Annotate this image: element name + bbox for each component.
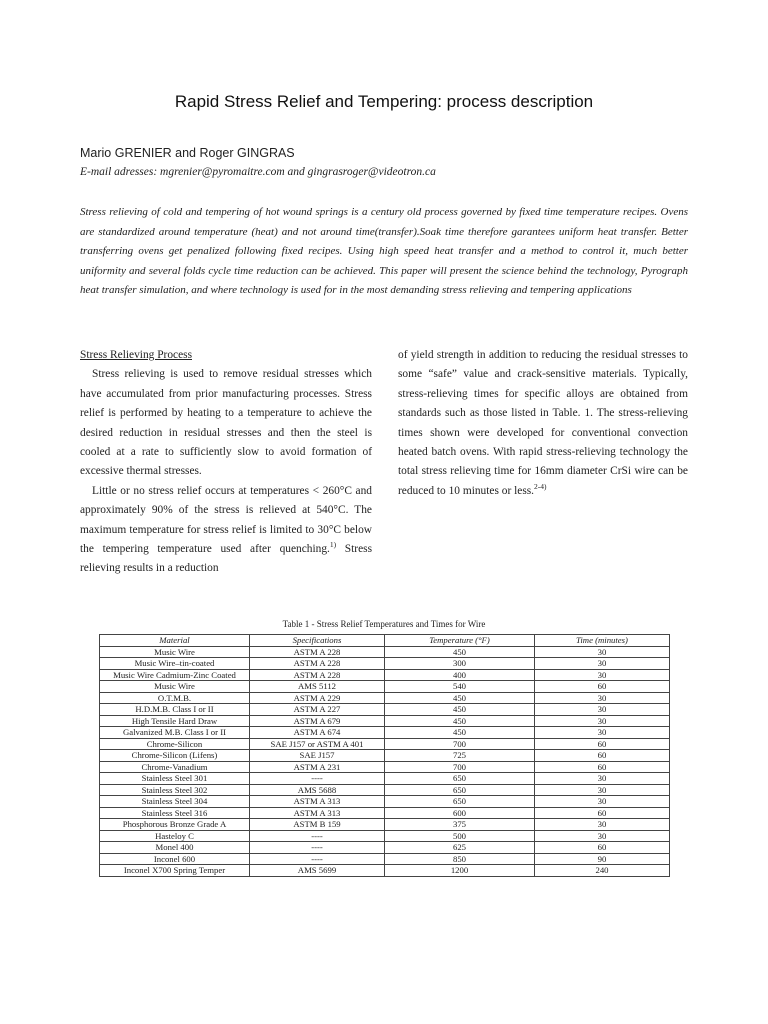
cell-material: Phosphorous Bronze Grade A (100, 819, 250, 831)
table-body (100, 646, 670, 876)
cell-temperature: 500 (385, 830, 535, 842)
cell-temperature: 650 (385, 773, 535, 785)
table-row (100, 784, 670, 796)
paragraph-stress-relief-temperature (80, 482, 372, 579)
cell-temperature: 700 (385, 738, 535, 750)
cell-specification: ASTM A 228 (250, 658, 385, 670)
table-row (100, 853, 670, 865)
cell-material: Stainless Steel 302 (100, 784, 250, 796)
cell-material: Inconel 600 (100, 853, 250, 865)
cell-time: 60 (535, 750, 670, 762)
cell-time: 60 (535, 842, 670, 854)
cell-time: 30 (535, 773, 670, 785)
table-caption: Table 1 - Stress Relief Temperatures and Times for Wire (282, 619, 486, 629)
cell-temperature: 450 (385, 727, 535, 739)
cell-specification: ASTM A 313 (250, 796, 385, 808)
cell-time: 60 (535, 807, 670, 819)
table-row (100, 830, 670, 842)
cell-specification: ASTM A 228 (250, 646, 385, 658)
cell-specification: ASTM A 229 (250, 692, 385, 704)
cell-specification: ASTM A 231 (250, 761, 385, 773)
paper-title: Rapid Stress Relief and Tempering: process description (174, 92, 594, 111)
table-row (100, 727, 670, 739)
cell-specification: ASTM A 228 (250, 669, 385, 681)
left-column (80, 346, 372, 579)
table-row (100, 761, 670, 773)
cell-material: Chrome-Silicon (100, 738, 250, 750)
cell-specification: AMS 5112 (250, 681, 385, 693)
cell-material: Music Wire (100, 681, 250, 693)
paragraph-text-tail: Stress relieving results in a reduction (80, 543, 373, 575)
paragraph-text: of yield strength in addition to reducing the residual stresses to some “safe” value and crack-sensitive materials. Typically, stress-relieving times for specific alloys are obtained from standards such as those listed in Table. 1. The stress-relieving times shown were developed for conventional convection heated batch ovens. With rapid stress-relieving technology the total stress relieving time for 16mm diameter CrSi wire can be reduced to 10 minutes or less. (398, 349, 688, 497)
cell-time: 30 (535, 727, 670, 739)
cell-temperature: 625 (385, 842, 535, 854)
paragraph-text: Little or no stress relief occurs at temperatures < 260°C and approximately 90% of the stress is relieved at 540°C. The maximum temperature for stress relief is limited to 30°C below the tempering temperature used after quenching. (80, 484, 372, 556)
cell-temperature: 725 (385, 750, 535, 762)
section-heading: Stress Relieving Process (80, 349, 192, 361)
cell-material: High Tensile Hard Draw (100, 715, 250, 727)
table-row (100, 646, 670, 658)
cell-time: 30 (535, 692, 670, 704)
cell-specification: AMS 5688 (250, 784, 385, 796)
cell-temperature: 450 (385, 715, 535, 727)
header-temperature: Temperature (°F) (385, 635, 535, 647)
abstract: Stress relieving of cold and tempering of hot wound springs is a century old process governed by fixed time temperature recipes. Ovens are standardized around temperature (heat) and not around time(transfer).Soak time therefore garantees uniform heat transfer. Better transferring ovens get penalized following fixed recipes. Using high speed heat transfer and a method to control it, much better uniformity and several folds cycle time reduction can be achieved. This paper will present the science behind the technology, Pyrograph heat transfer simulation, and where technology is used for in the most demanding stress relieving and tempering applications (80, 206, 688, 296)
cell-material: Music Wire (100, 646, 250, 658)
cell-temperature: 700 (385, 761, 535, 773)
cell-specification: ASTM A 674 (250, 727, 385, 739)
cell-temperature: 650 (385, 796, 535, 808)
author-emails: E-mail adresses: mgrenier@pyromaitre.com and gingrasroger@videotron.ca (80, 166, 436, 178)
cell-material: Galvanized M.B. Class I or II (100, 727, 250, 739)
right-column (398, 346, 688, 501)
header-specifications: Specifications (250, 635, 385, 647)
cell-material: Stainless Steel 301 (100, 773, 250, 785)
cell-specification: ---- (250, 842, 385, 854)
cell-specification: ASTM B 159 (250, 819, 385, 831)
cell-material: Stainless Steel 304 (100, 796, 250, 808)
cell-specification: ASTM A 227 (250, 704, 385, 716)
cell-temperature: 600 (385, 807, 535, 819)
cell-temperature: 450 (385, 646, 535, 658)
citation-ref: 1) (329, 540, 337, 550)
cell-time: 60 (535, 761, 670, 773)
paragraph-stress-relief-intro: Stress relieving is used to remove residual stresses which have accumulated from prior manufacturing processes. Stress relief is performed by heating to a temperature to achieve the desired reduction in residual stresses and then the steel is cooled at a rate to sufficiently slow to avoid formation of excessive thermal stresses. (80, 368, 372, 478)
table-row (100, 738, 670, 750)
author-names: Mario GRENIER and Roger GINGRAS (80, 146, 295, 160)
cell-material: H.D.M.B. Class I or II (100, 704, 250, 716)
table-row (100, 681, 670, 693)
cell-time: 60 (535, 681, 670, 693)
cell-time: 240 (535, 865, 670, 877)
cell-material: O.T.M.B. (100, 692, 250, 704)
table-header-row (100, 635, 670, 647)
cell-temperature: 400 (385, 669, 535, 681)
cell-material: Stainless Steel 316 (100, 807, 250, 819)
cell-time: 30 (535, 715, 670, 727)
cell-specification: ---- (250, 773, 385, 785)
cell-specification: ASTM A 313 (250, 807, 385, 819)
cell-temperature: 375 (385, 819, 535, 831)
cell-temperature: 450 (385, 692, 535, 704)
cell-time: 30 (535, 669, 670, 681)
table-row (100, 750, 670, 762)
cell-material: Monel 400 (100, 842, 250, 854)
cell-specification: SAE J157 or ASTM A 401 (250, 738, 385, 750)
cell-temperature: 650 (385, 784, 535, 796)
table-row (100, 704, 670, 716)
stress-relief-table (99, 634, 670, 877)
cell-time: 30 (535, 819, 670, 831)
header-time: Time (minutes) (535, 635, 670, 647)
cell-time: 30 (535, 784, 670, 796)
cell-specification: ---- (250, 830, 385, 842)
cell-specification: SAE J157 (250, 750, 385, 762)
cell-material: Music Wire–tin-coated (100, 658, 250, 670)
table-row (100, 807, 670, 819)
table-row (100, 669, 670, 681)
cell-material: Inconel X700 Spring Temper (100, 865, 250, 877)
table-row (100, 865, 670, 877)
cell-time: 30 (535, 796, 670, 808)
paragraph-stress-relief-times (398, 346, 688, 501)
table-row (100, 796, 670, 808)
table-row (100, 819, 670, 831)
cell-material: Music Wire Cadmium-Zinc Coated (100, 669, 250, 681)
cell-material: Chrome-Silicon (Lifens) (100, 750, 250, 762)
citation-ref: 2-4) (534, 482, 547, 492)
cell-time: 30 (535, 646, 670, 658)
table-row (100, 658, 670, 670)
table-row (100, 715, 670, 727)
cell-time: 30 (535, 704, 670, 716)
cell-material: Hasteloy C (100, 830, 250, 842)
cell-specification: ASTM A 679 (250, 715, 385, 727)
cell-specification: AMS 5699 (250, 865, 385, 877)
cell-time: 30 (535, 658, 670, 670)
cell-time: 60 (535, 738, 670, 750)
cell-time: 90 (535, 853, 670, 865)
cell-temperature: 1200 (385, 865, 535, 877)
cell-temperature: 850 (385, 853, 535, 865)
table-row (100, 773, 670, 785)
cell-temperature: 300 (385, 658, 535, 670)
table-row (100, 692, 670, 704)
cell-temperature: 450 (385, 704, 535, 716)
table-row (100, 842, 670, 854)
cell-material: Chrome-Vanadium (100, 761, 250, 773)
cell-time: 30 (535, 830, 670, 842)
header-material: Material (100, 635, 250, 647)
cell-specification: ---- (250, 853, 385, 865)
cell-temperature: 540 (385, 681, 535, 693)
